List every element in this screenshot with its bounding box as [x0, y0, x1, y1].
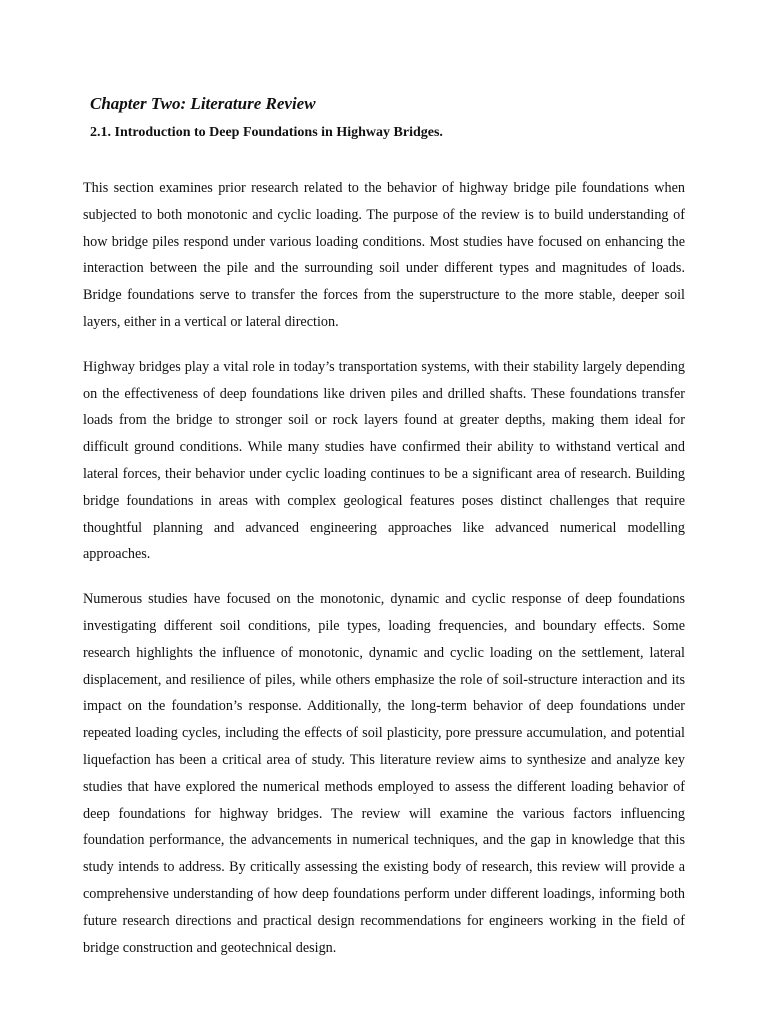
paragraph-2: Highway bridges play a vital role in today’s transportation systems, with their stability largely depending on the effectiveness of deep foundations like driven piles and drilled shafts. These foundations transfer loads from the bridge to stronger soil or rock layers found at greater depths, making them ideal for difficult ground conditions. While many studies have confirmed their ability to withstand vertical and lateral forces, their behavior under cyclic loading continues to be a significant area of research. Building bridge foundations in areas with complex geological features poses distinct challenges that require thoughtful planning and advanced engineering approaches like advanced numerical modelling approaches.: [83, 358, 685, 563]
section-heading: 2.1. Introduction to Deep Foundations in Highway Bridges.: [90, 125, 443, 140]
paragraph-1: This section examines prior research related to the behavior of highway bridge pile foundations when subjected to both monotonic and cyclic loading. The purpose of the review is to build understanding of how bridge piles respond under various loading conditions. Most studies have focused on enhancing the interaction between the pile and the surrounding soil under different types and magnitudes of loads. Bridge foundations serve to transfer the forces from the superstructure to the more stable, deeper soil layers, either in a vertical or lateral direction.: [83, 180, 685, 330]
paragraph-3: Numerous studies have focused on the monotonic, dynamic and cyclic response of deep foundations investigating different soil conditions, pile types, loading frequencies, and boundary effects. Some research highlights the influence of monotonic, dynamic and cyclic loading on the settlement, lateral displacement, and resilience of piles, while others emphasize the role of soil-structure interaction and its impact on the foundation’s response. Additionally, the long-term behavior of deep foundations under repeated loading cycles, including the effects of soil plasticity, pore pressure accumulation, and potential liquefaction has been a critical area of study. This literature review aims to synthesize and analyze key studies that have explored the numerical methods employed to assess the different loading behavior of deep foundations for highway bridges. The review will examine the various factors influencing foundation performance, the advancements in numerical techniques, and the gap in knowledge that this study intends to address. By critically assessing the existing body of research, this review will provide a comprehensive understanding of how deep foundations perform under different loadings, informing both future research directions and practical design recommendations for engineers working in the field of bridge construction and geotechnical design.: [83, 591, 685, 956]
chapter-title: Chapter Two: Literature Review: [90, 94, 316, 113]
body-text: [83, 175, 685, 979]
